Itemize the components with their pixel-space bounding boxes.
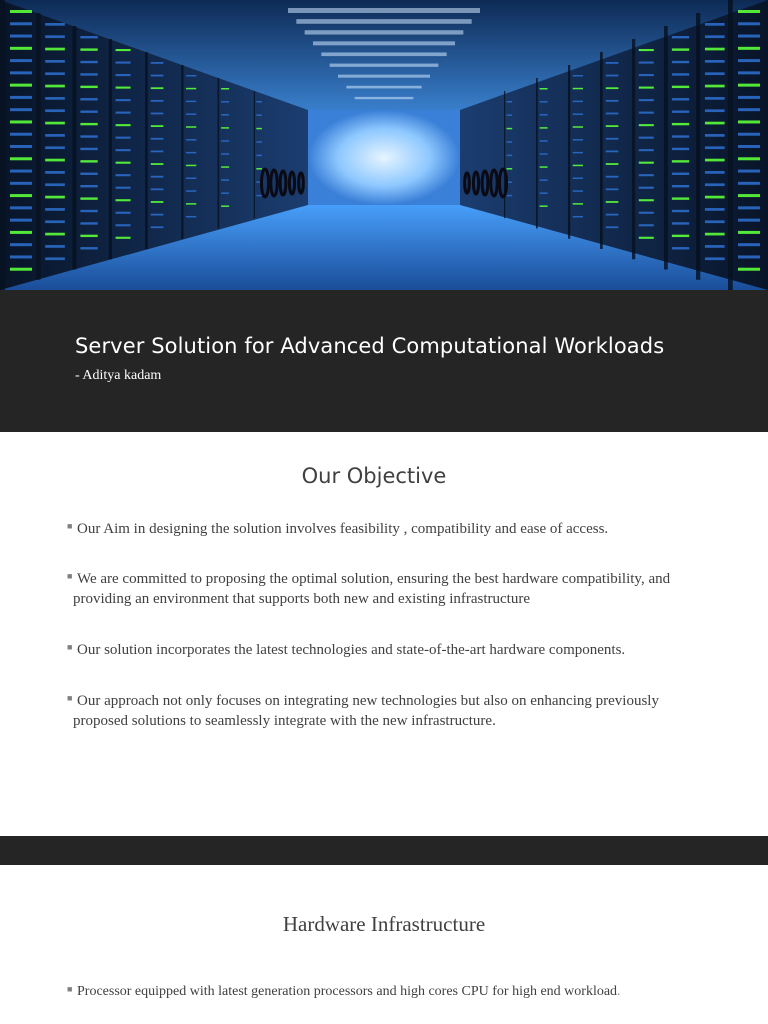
hardware-item-text: Processor equipped with latest generation processors and high cores CPU for high end workload <box>77 984 618 999</box>
objective-item-text: Our approach not only focuses on integrating new technologies but also on enhancing previously proposed solutions to seamlessly integrate with the new infrastructure. <box>73 693 659 729</box>
objective-item <box>67 519 693 539</box>
hero-image <box>0 0 768 290</box>
square-bullet-icon: ■ <box>67 693 73 703</box>
objective-item-text: Our solution incorporates the latest technologies and state-of-the-art hardware components. <box>77 642 626 658</box>
page-title: Server Solution for Advanced Computational Workloads <box>75 334 665 358</box>
objective-item <box>67 640 693 660</box>
objective-item-text: We are committed to proposing the optimal solution, ensuring the best hardware compatibility, and providing an environment that supports both new and existing infrastructure <box>73 571 671 607</box>
objective-item <box>67 569 693 609</box>
square-bullet-icon: ■ <box>67 571 73 581</box>
square-bullet-icon: ■ <box>67 642 73 652</box>
objective-item-text: Our Aim in designing the solution involves feasibility , compatibility and ease of access. <box>77 521 609 537</box>
objective-item <box>67 691 693 731</box>
server-room-illustration <box>0 0 768 290</box>
section-divider-band <box>0 836 768 865</box>
title-band <box>0 290 768 432</box>
hardware-item-period: . <box>617 984 621 999</box>
hardware-item <box>67 982 713 1002</box>
square-bullet-icon: ■ <box>67 984 73 994</box>
objective-heading: Our Objective <box>301 464 447 488</box>
author-line: - Aditya kadam <box>75 368 162 383</box>
square-bullet-icon: ■ <box>67 521 73 531</box>
hardware-heading: Hardware Infrastructure <box>282 912 486 936</box>
